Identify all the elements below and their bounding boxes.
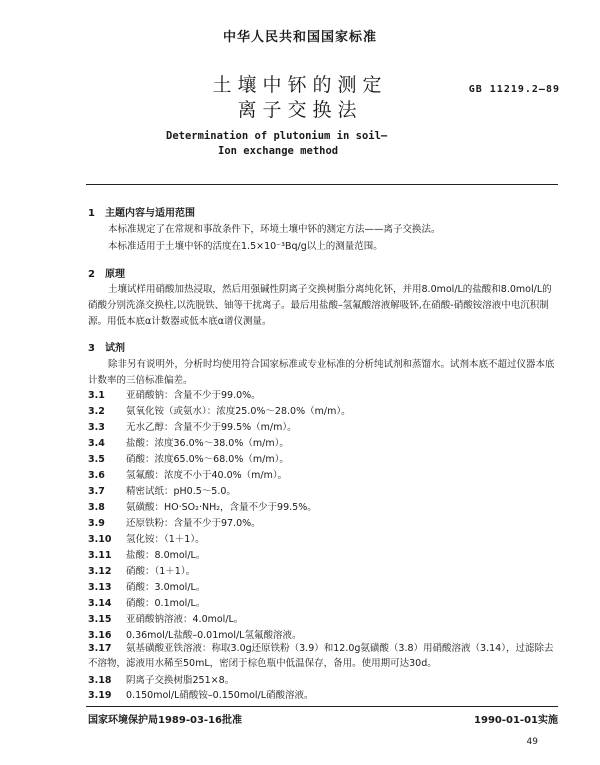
standard-code: GB 11219.2—89 (468, 84, 560, 95)
reagent-number: 3.6 (88, 470, 105, 481)
section-1-heading: 1 主题内容与适用范围 (88, 208, 195, 219)
reagent-item (88, 564, 195, 579)
reagent-text: 氢化铵：（1＋1）。 (126, 534, 205, 545)
reagent-item (88, 420, 297, 435)
page-number: 49 (526, 737, 538, 747)
reagent-item (88, 388, 261, 403)
reagent-number: 3.17 (88, 643, 112, 654)
reagent-text: 0.150mol/L硝酸铵–0.150mol/L硝酸溶液。 (126, 690, 314, 701)
implementation-date: 1990-01-01实施 (474, 715, 558, 726)
section-2-heading: 2 原理 (88, 269, 125, 280)
reagent-text: 氨基磺酸亚铁溶液：称取3.0g还原铁粉（3.9）和12.0g氨磺酸（3.8）用硝酸溶液（3.14），过滤除去不溶物，滤液用水稀至50mL，密闭于棕色瓶中低温保存，备用。使用期可达30d。 (88, 643, 554, 669)
reagent-text: 硝酸：浓度65.0%～68.0%（m/m）。 (126, 454, 289, 465)
reagent-number: 3.14 (88, 598, 112, 609)
reagent-item (88, 548, 205, 563)
reagent-number: 3.7 (88, 486, 105, 497)
section-1-paragraph-2: 本标准适用于土壤中钚的活度在1.5×10⁻³Bq/g以上的测量范围。 (108, 241, 383, 252)
reagent-number: 3.10 (88, 534, 112, 545)
reagent-text: 硝酸：0.1mol/L。 (126, 598, 206, 609)
reagent-text: 0.36mol/L盐酸–0.01mol/L氢氟酸溶液。 (126, 630, 302, 641)
document-title-line2: 离子交换法 (237, 99, 363, 121)
reagent-number: 3.12 (88, 566, 112, 577)
reagent-number: 3.18 (88, 675, 112, 686)
reagent-item (88, 516, 261, 531)
reagent-number: 3.9 (88, 518, 105, 529)
reagent-text: 硝酸：3.0mol/L。 (126, 582, 206, 593)
reagent-item (88, 596, 205, 611)
reagent-item (88, 532, 205, 547)
reagent-text: 氨氧化铵（或氨水）：浓度25.0%～28.0%（m/m）。 (126, 406, 351, 417)
reagent-text: 无水乙醇：含量不少于99.5%（m/m）。 (126, 422, 297, 433)
reagent-number: 3.13 (88, 582, 112, 593)
reagent-number: 3.11 (88, 550, 112, 561)
reagent-number: 3.3 (88, 422, 105, 433)
english-title-line1: Determination of plutonium in soil— (166, 130, 388, 142)
reagent-number: 3.1 (88, 390, 105, 401)
section-3-heading: 3 试剂 (88, 343, 125, 354)
reagent-item (88, 500, 317, 515)
reagent-item (88, 641, 558, 671)
reagent-number: 3.15 (88, 614, 112, 625)
reagent-item (88, 580, 205, 595)
header-divider (86, 184, 558, 185)
reagent-number: 3.8 (88, 502, 105, 513)
reagent-item (88, 436, 289, 451)
reagent-text: 亚硝酸钠：含量不少于99.0%。 (126, 390, 261, 401)
reagent-text: 氢氟酸：浓度不小于40.0%（m/m）。 (126, 470, 288, 481)
reagent-text: 盐酸：8.0mol/L。 (126, 550, 206, 561)
reagent-number: 3.19 (88, 690, 112, 701)
reagent-text: 阴离子交换树脂251×8。 (126, 675, 235, 686)
english-title-line2: Ion exchange method (218, 145, 339, 157)
reagent-item (88, 484, 236, 499)
reagent-item (88, 452, 289, 467)
reagent-text: 精密试纸：pH0.5～5.0。 (126, 486, 236, 497)
reagent-item (88, 468, 287, 483)
reagent-number: 3.2 (88, 406, 105, 417)
document-title-line1: 土壤中钚的测定 (212, 74, 388, 96)
reagent-text: 氨磺酸：HO·SO₂·NH₂，含量不少于99.5%。 (126, 502, 317, 513)
reagent-item (88, 673, 234, 688)
reagent-text: 亚硝酸钠溶液：4.0mol/L。 (126, 614, 244, 625)
reagent-text: 盐酸：浓度36.0%～38.0%（m/m）。 (126, 438, 289, 449)
reagent-item-last (88, 688, 314, 703)
reagent-item (88, 404, 351, 419)
reagent-item (88, 612, 243, 627)
reagent-number: 3.5 (88, 454, 105, 465)
section-3-intro: 除非另有说明外，分析时均使用符合国家标准或专业标准的分析纯试剂和蒸馏水。试剂本底不超过仪器本底计数率的三倍标准偏差。 (88, 359, 555, 386)
section-1-paragraph-1: 本标准规定了在常规和事故条件下，环境土壤中钚的测定方法——离子交换法。 (108, 224, 441, 235)
reagent-number: 3.4 (88, 438, 105, 449)
section-2-paragraph: 土壤试样用硝酸加热浸取，然后用强碱性阴离子交换树脂分离纯化钚，并用8.0mol/L的盐酸和8.0mol/L的硝酸分别洗涤交换柱,以洗脱铁、铀等干扰离子。最后用盐酸–氢氟酸溶液解吸钚,在硝酸-硝酸铵溶液中电沉积制源。用低本底α计数器或低本底α谱仪测量。 (88, 284, 552, 327)
approval-info: 国家环境保护局1989-03-16批准 (88, 715, 242, 726)
footer-divider (86, 706, 558, 707)
reagent-text: 还原铁粉：含量不少于97.0%。 (126, 518, 261, 529)
reagent-text: 硝酸：（1＋1）。 (126, 566, 196, 577)
standard-header: 中华人民共和国国家标准 (222, 30, 377, 45)
reagent-number: 3.16 (88, 630, 112, 641)
